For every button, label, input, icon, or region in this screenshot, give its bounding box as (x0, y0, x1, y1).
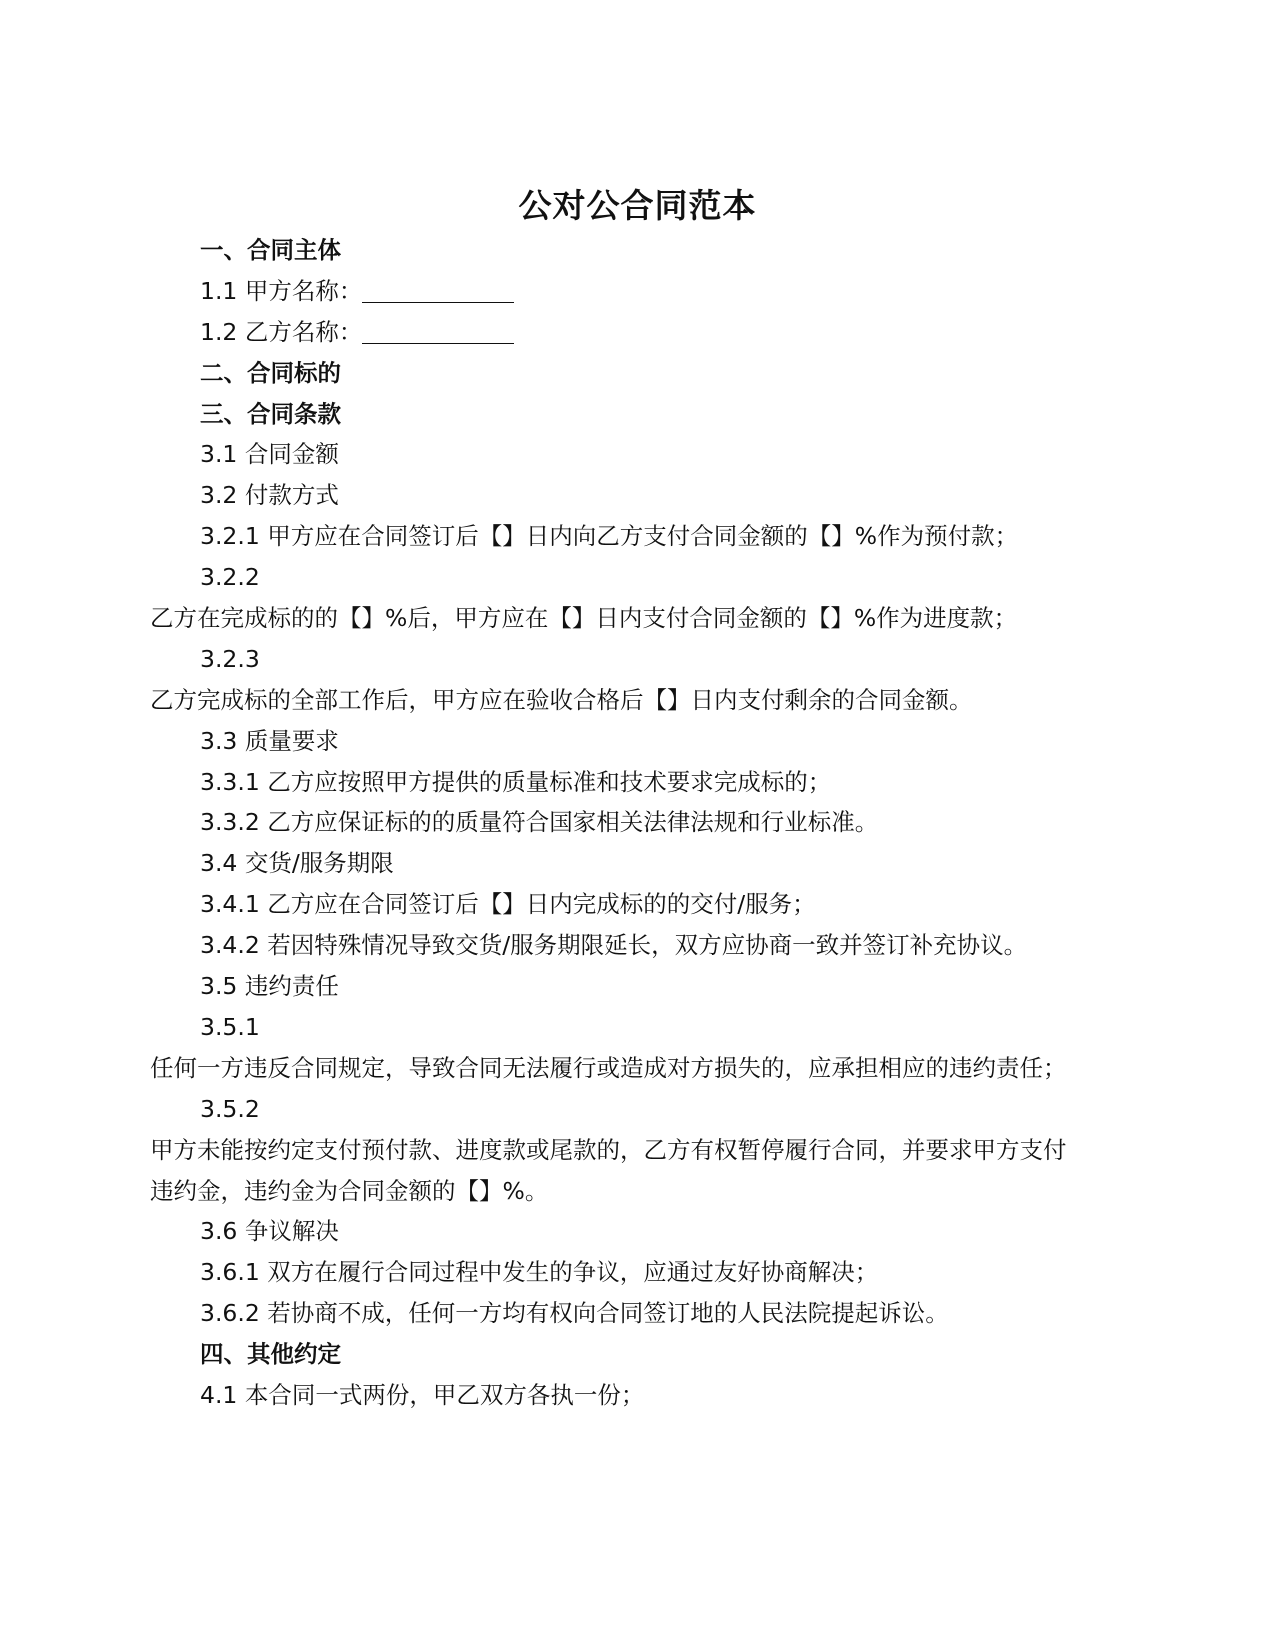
clause-3-5-2-text-line2: 违约金，违约金为合同金额的【】%。 (150, 1177, 549, 1205)
clause-3-6-1: 3.6.1 双方在履行合同过程中发生的争议，应通过友好协商解决； (200, 1258, 879, 1286)
clause-3-5-1-text: 任何一方违反合同规定，导致合同无法履行或造成对方损失的，应承担相应的违约责任； (150, 1054, 1067, 1082)
clause-3-4-1: 3.4.1 乙方应在合同签订后【】日内完成标的的交付/服务； (200, 890, 816, 918)
clause-3-4: 3.4 交货/服务期限 (200, 849, 394, 877)
section-heading-terms: 三、合同条款 (200, 400, 341, 428)
party-a-name-line (200, 275, 514, 307)
party-a-name-blank (362, 278, 514, 303)
section-heading-parties: 一、合同主体 (200, 236, 341, 264)
section-heading-other: 四、其他约定 (200, 1340, 341, 1368)
clause-3-2-3-text: 乙方完成标的全部工作后，甲方应在验收合格后【】日内支付剩余的合同金额。 (150, 686, 973, 714)
clause-3-4-2: 3.4.2 若因特殊情况导致交货/服务期限延长，双方应协商一致并签订补充协议。 (200, 931, 1028, 959)
clause-3-2-1: 3.2.1 甲方应在合同签订后【】日内向乙方支付合同金额的【】%作为预付款； (200, 522, 1019, 550)
clause-3-2-3-number: 3.2.3 (200, 645, 260, 673)
section-heading-subject: 二、合同标的 (200, 359, 341, 387)
party-b-name-line (200, 316, 514, 348)
clause-3-2: 3.2 付款方式 (200, 481, 339, 509)
party-b-name-blank (362, 319, 514, 344)
clause-3-5-2-text-line1: 甲方未能按约定支付预付款、进度款或尾款的，乙方有权暂停履行合同，并要求甲方支付 (150, 1136, 1067, 1164)
clause-3-5: 3.5 违约责任 (200, 972, 339, 1000)
clause-3-5-2-number: 3.5.2 (200, 1095, 260, 1123)
document-title: 公对公合同范本 (518, 186, 757, 225)
clause-3-6-2: 3.6.2 若协商不成，任何一方均有权向合同签订地的人民法院提起诉讼。 (200, 1299, 949, 1327)
clause-3-6: 3.6 争议解决 (200, 1217, 339, 1245)
clause-3-2-2-number: 3.2.2 (200, 563, 260, 591)
clause-4-1: 4.1 本合同一式两份，甲乙双方各执一份； (200, 1381, 645, 1409)
clause-3-5-1-number: 3.5.1 (200, 1013, 260, 1041)
clause-3-3-1: 3.3.1 乙方应按照甲方提供的质量标准和技术要求完成标的； (200, 768, 832, 796)
clause-3-2-2-text: 乙方在完成标的的【】%后，甲方应在【】日内支付合同金额的【】%作为进度款； (150, 604, 1018, 632)
party-b-name-label: 1.2 乙方名称： (200, 318, 363, 346)
clause-3-3-2: 3.3.2 乙方应保证标的的质量符合国家相关法律法规和行业标准。 (200, 808, 879, 836)
party-a-name-label: 1.1 甲方名称： (200, 277, 363, 305)
clause-3-3: 3.3 质量要求 (200, 727, 339, 755)
clause-3-1: 3.1 合同金额 (200, 440, 339, 468)
